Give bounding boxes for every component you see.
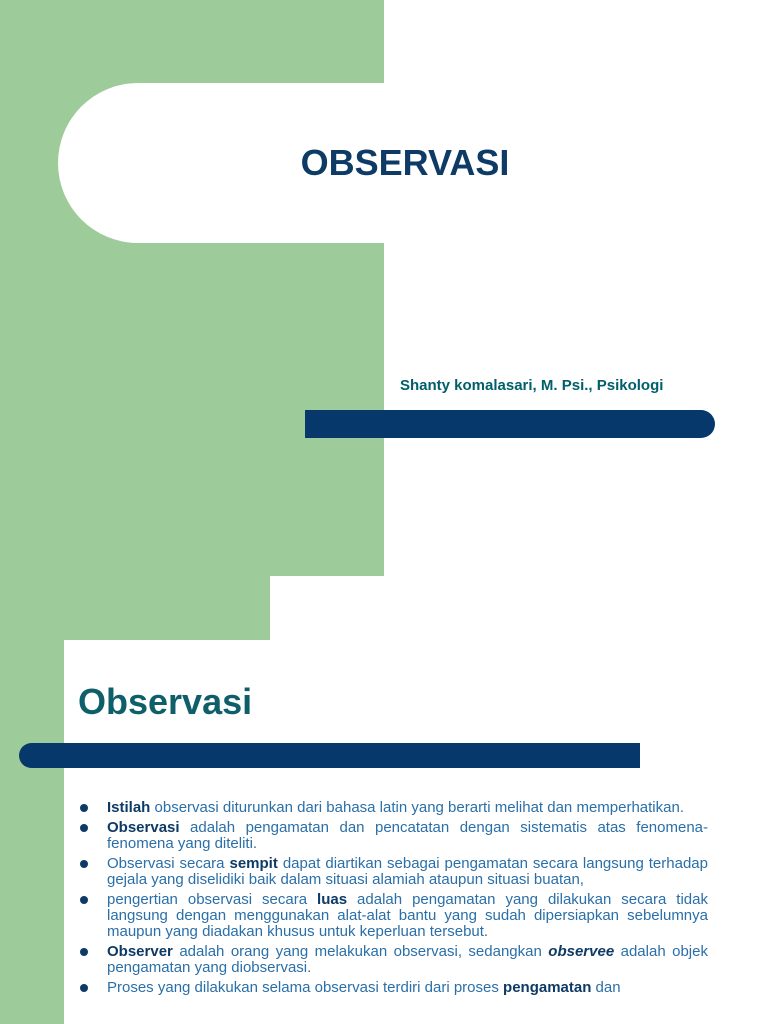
slide-title: OBSERVASI <box>300 142 510 183</box>
list-item <box>78 856 708 888</box>
list-item <box>78 820 708 852</box>
decorative-bar <box>305 410 715 438</box>
decorative-bar <box>19 743 640 768</box>
section-heading: Observasi <box>78 681 253 722</box>
item-text: adalah pengamatan dan pencatatan dengan sistematis atas fenomena-fenomena yang diteliti. <box>107 819 708 852</box>
green-top-block <box>0 576 270 640</box>
keyword: sempit <box>229 855 278 872</box>
bullet-dot-icon <box>80 824 88 832</box>
author-subtitle: Shanty komalasari, M. Psi., Psikologi <box>400 377 664 394</box>
bullet-dot-icon <box>80 860 88 868</box>
item-text: dan <box>591 979 621 996</box>
bullet-dot-icon <box>80 896 88 904</box>
white-top-area <box>270 576 768 640</box>
bullet-dot-icon <box>80 948 88 956</box>
keyword: luas <box>317 891 348 908</box>
item-text: observasi diturunkan dari bahasa latin yang berarti melihat dan memperhatikan. <box>150 799 684 816</box>
bullet-list <box>78 800 708 1000</box>
green-side-strip <box>0 576 64 1024</box>
item-text: Observasi secara <box>107 855 230 872</box>
item-text: adalah orang yang melakukan observasi, sedangkan <box>172 943 549 960</box>
content-slide <box>0 576 768 1024</box>
bullet-dot-icon <box>80 804 88 812</box>
keyword: Istilah <box>107 799 151 816</box>
keyword: pengamatan <box>503 979 592 996</box>
item-text: pengertian observasi secara <box>107 891 318 908</box>
keyword: Observasi <box>107 819 180 836</box>
item-text: Proses yang dilakukan selama observasi terdiri dari proses <box>107 979 504 996</box>
item-text: adalah pengamatan yang dilakukan secara tidak langsung dengan menggunakan alat-alat bantu yang sudah dipersiapkan sebelumnya maupun yang diadakan khusus untuk keperluan tersebut. <box>107 891 708 940</box>
list-item <box>78 944 708 976</box>
item-text: adalah objek pengamatan yang diobservasi. <box>107 943 708 976</box>
list-item <box>78 892 708 940</box>
list-item <box>78 980 708 996</box>
keyword: Observer <box>107 943 173 960</box>
item-text: dapat diartikan sebagai pengamatan secara langsung terhadap gejala yang diselidiki baik dalam situasi alamiah ataupun situasi buatan, <box>107 855 708 888</box>
list-item <box>78 800 708 816</box>
keyword: observee <box>548 943 615 960</box>
bullet-dot-icon <box>80 984 88 992</box>
